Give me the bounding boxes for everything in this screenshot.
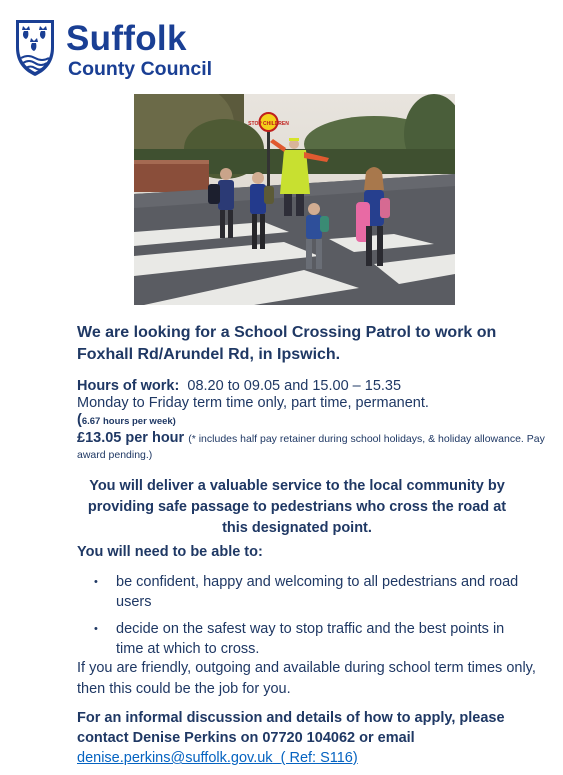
weekly-hours: 6.67 hours per week) <box>81 416 176 427</box>
logo-subtitle: County Council <box>68 58 213 80</box>
requirements-heading: You will need to be able to: <box>77 544 263 560</box>
lollipop-sign-text: STOP CHILDREN <box>248 121 289 127</box>
suffolk-crest-icon <box>14 18 56 78</box>
logo-name: Suffolk <box>66 19 187 58</box>
hours-times: 08.20 to 09.05 and 15.00 – 15.35 <box>187 378 402 394</box>
requirements-list <box>94 572 534 666</box>
value-statement: You will deliver a valuable service to the local community by providing safe passage to pedestrians who cross the road at this designated point. <box>87 478 507 536</box>
reference-number: ( Ref: S116) <box>280 750 358 766</box>
suffolk-logo <box>14 18 214 84</box>
hours-label: Hours of work: <box>77 378 180 394</box>
email-address: denise.perkins@suffolk.gov.uk <box>77 750 273 766</box>
hours-schedule: Monday to Friday term time only, part time, permanent. <box>77 395 429 411</box>
hours-section <box>77 378 547 463</box>
job-heading: We are looking for a School Crossing Patrol to work on Foxhall Rd/Arundel Rd, in Ipswich. <box>77 324 497 363</box>
pay-rate: £13.05 per hour <box>77 430 185 446</box>
list-item <box>94 572 534 612</box>
bullet-icon: • <box>94 576 98 588</box>
email-link[interactable] <box>77 750 358 766</box>
friendly-text: If you are friendly, outgoing and available during school term times only, then this could be the job for you. <box>77 660 536 697</box>
list-item-text: be confident, happy and welcoming to all pedestrians and road users <box>116 574 519 610</box>
contact-text: For an informal discussion and details of how to apply, please contact Denise Perkins on 07720 104062 or email <box>77 710 505 746</box>
bullet-icon: • <box>94 623 98 635</box>
contact-section <box>77 708 547 768</box>
crossing-patrol-photo <box>134 94 455 305</box>
crossing-scene-illustration <box>134 94 455 305</box>
list-item-text: decide on the safest way to stop traffic and the best points in time at which to cross. <box>116 621 505 657</box>
list-item <box>94 619 534 659</box>
pay-note: (* includes half pay retainer during school holidays, & holiday allowance. Pay award pending.) <box>77 433 545 461</box>
hours-open-paren: ( <box>77 412 82 428</box>
